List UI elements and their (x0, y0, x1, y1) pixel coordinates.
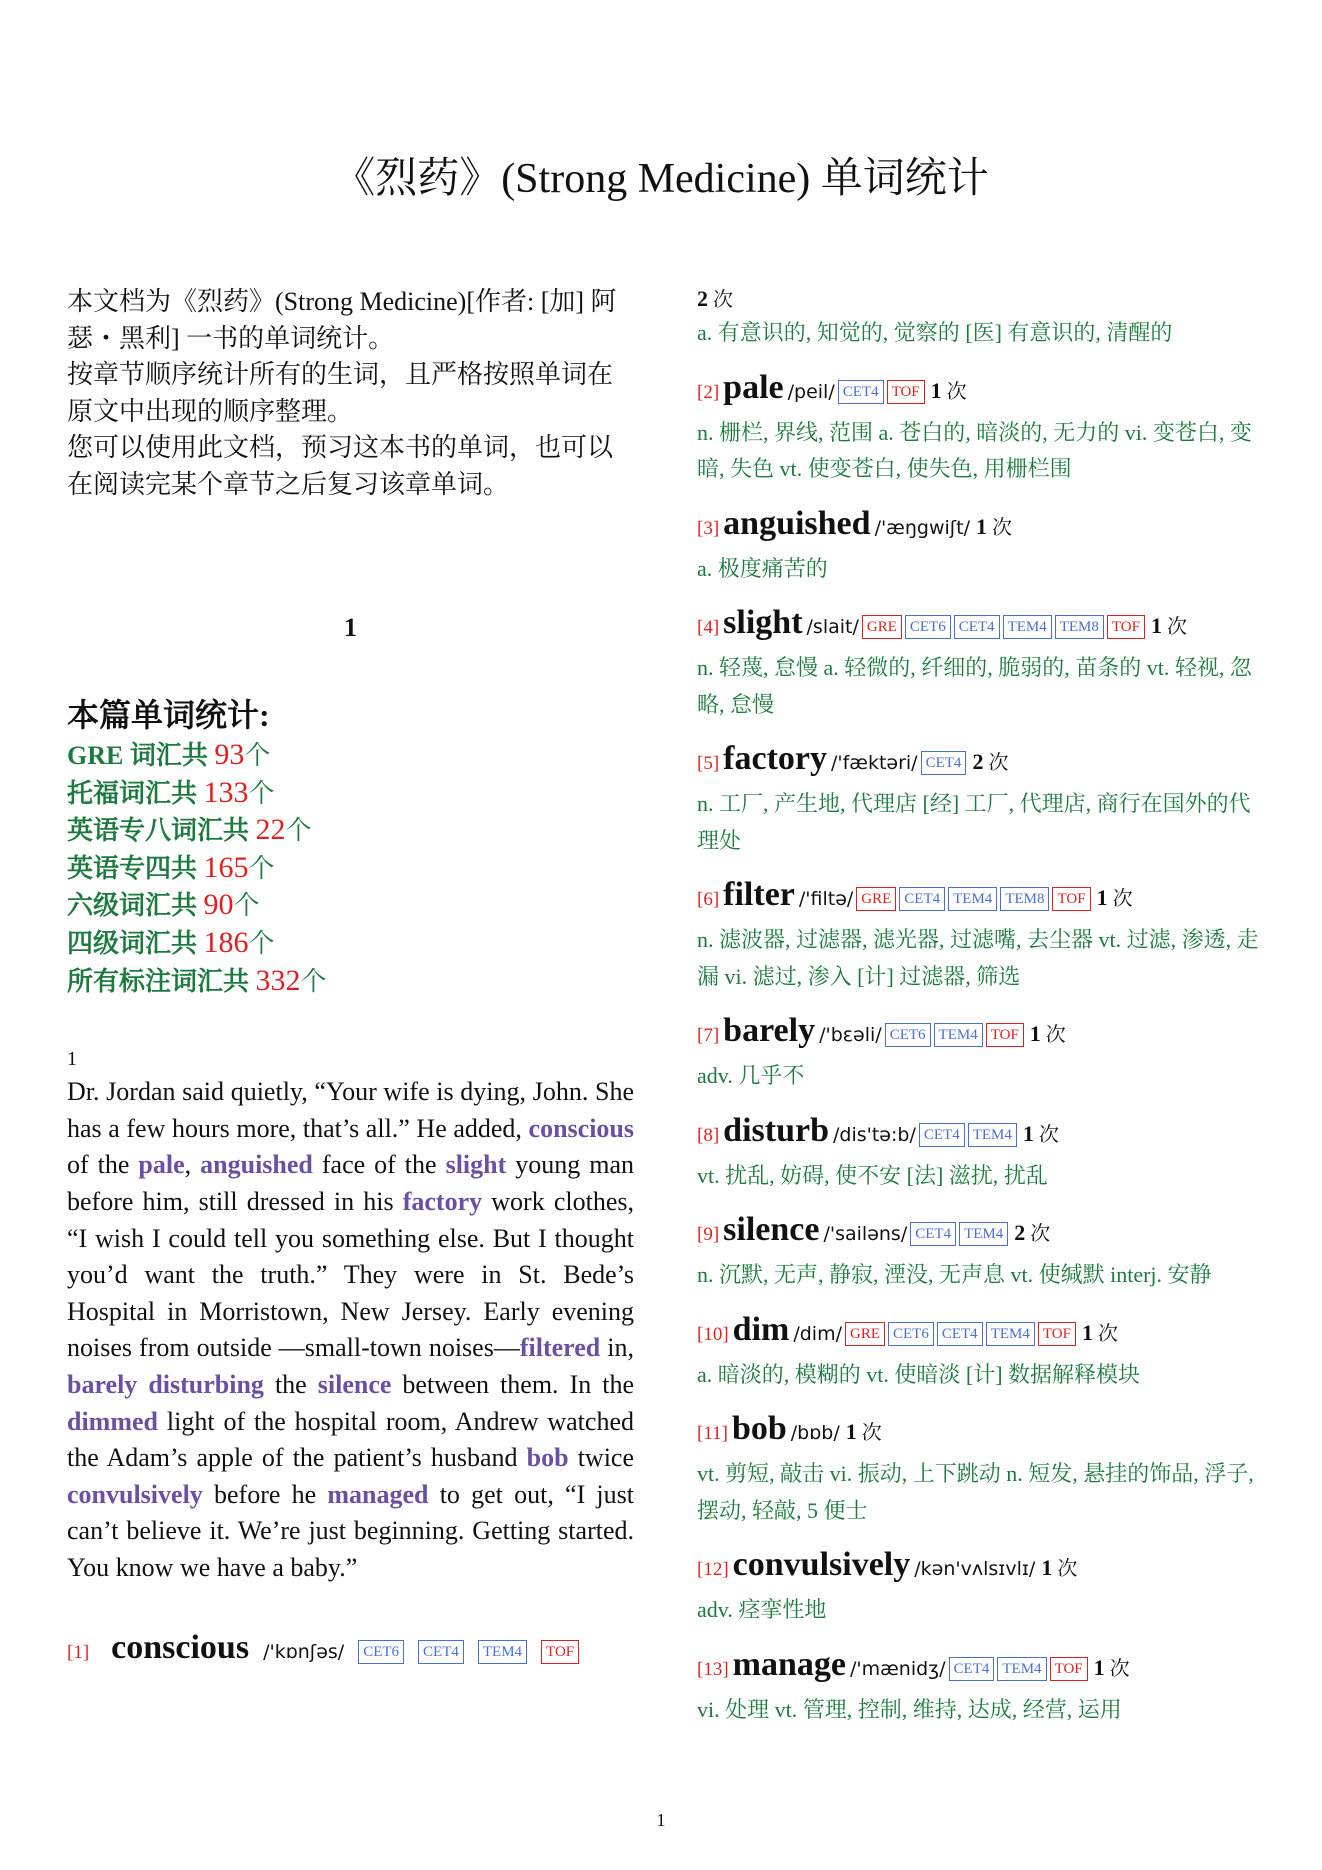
count-suffix: 次 (941, 380, 967, 403)
stat-unit: 个 (248, 853, 275, 883)
entry-phonetic: /dis'tə:b/ (832, 1123, 916, 1146)
exam-tag: TEM4 (478, 1640, 527, 1664)
exam-tag: TEM8 (1000, 887, 1049, 911)
vocab-entry (697, 502, 1267, 588)
entry-word: factory (723, 740, 827, 777)
entry-definition: vt. 剪短, 敲击 vi. 振动, 上下跳动 n. 短发, 悬挂的饰品, 浮子, 摆动, 轻敲, 5 便士 (697, 1461, 1254, 1523)
exam-tag: CET6 (888, 1322, 934, 1346)
exam-tag: GRE (856, 887, 896, 911)
entry-definition: a. 极度痛苦的 (697, 555, 828, 581)
highlighted-word: silence (317, 1369, 392, 1399)
stat-line (67, 925, 634, 963)
entry-definition: a. 有意识的, 知觉的, 觉察的 [医] 有意识的, 清醒的 (697, 320, 1173, 345)
entry-definition: n. 沉默, 无声, 静寂, 湮没, 无声息 vt. 使缄默 interj. 安静 (697, 1262, 1212, 1287)
vocab-entry (697, 1208, 1267, 1294)
entry-index: [4] (697, 617, 720, 638)
passage-segment: , (184, 1150, 201, 1180)
passage-segment: face of the (312, 1150, 446, 1180)
entry-head (697, 737, 1267, 786)
entry-count (1096, 885, 1133, 910)
stat-line (67, 850, 634, 888)
vocab-stats (67, 737, 634, 1000)
highlighted-word: disturbing (148, 1369, 264, 1399)
count-number: 1 (976, 513, 987, 539)
entry-index: [8] (697, 1124, 720, 1146)
exam-tag: TOF (1050, 1657, 1088, 1681)
exam-tag: CET4 (954, 615, 1000, 639)
stat-label: 英语专四共 (67, 853, 204, 883)
stats-title: 本篇单词统计: (67, 697, 270, 733)
exam-tag: TOF (887, 380, 925, 404)
entry-word: anguished (723, 504, 871, 542)
entry-count (1093, 1654, 1130, 1680)
page-number: 1 (656, 1810, 666, 1830)
passage-segment: young man before him, still dressed in his (67, 1150, 635, 1216)
count-suffix: 次 (1104, 1657, 1130, 1680)
vocab-entry (697, 366, 1267, 488)
entry-head (697, 1407, 1267, 1456)
vocab-entry (697, 601, 1267, 723)
stat-label: 托福词汇共 (67, 778, 204, 808)
exam-tag: TOF (1052, 887, 1090, 911)
entries-list (697, 284, 1267, 1728)
entry-head (697, 873, 1267, 922)
entry-phonetic: /bɒb/ (790, 1422, 840, 1444)
count-number: 1 (845, 1419, 857, 1444)
stat-line (67, 963, 634, 1001)
intro (67, 284, 634, 503)
count-number: 1 (1029, 1021, 1041, 1046)
stat-label: 所有标注词汇共 (67, 966, 256, 996)
exam-tag: CET4 (838, 380, 884, 404)
entry-count (976, 513, 1012, 539)
exam-tag: TEM4 (948, 887, 997, 911)
count-suffix: 次 (1107, 888, 1133, 910)
entry-word: barely (723, 1012, 816, 1049)
exam-tag: CET6 (358, 1640, 404, 1664)
exam-tag: CET6 (885, 1023, 931, 1047)
passage (67, 1074, 634, 1586)
entry-count (1081, 1319, 1118, 1345)
entry-count (1014, 1220, 1051, 1245)
count-suffix: 次 (708, 289, 733, 311)
entry-word: bob (731, 1410, 787, 1447)
exam-tag: TEM4 (968, 1123, 1017, 1147)
count-suffix: 次 (1040, 1024, 1066, 1046)
vocab-entry (697, 1643, 1267, 1729)
count-suffix: 次 (983, 752, 1009, 774)
vocab-entry-continued (697, 284, 1267, 352)
vocab-entry (67, 1626, 634, 1675)
exam-tag: CET4 (937, 1322, 983, 1346)
vocab-entry (697, 873, 1267, 995)
exam-tag: TEM4 (986, 1322, 1035, 1346)
stat-label: GRE 词汇共 (67, 741, 215, 770)
vocab-entry (697, 1109, 1267, 1195)
entry-count (845, 1419, 882, 1444)
entry-definition: vt. 扰乱, 妨碍, 使不安 [法] 滋扰, 扰乱 (697, 1162, 1048, 1188)
exam-tag: TEM4 (959, 1222, 1008, 1246)
entry-word: dim (732, 1310, 790, 1348)
entry-index: [12] (697, 1559, 729, 1580)
count-number: 1 (1096, 885, 1108, 910)
entry-head (697, 366, 1267, 415)
entry-definition: n. 轻蔑, 怠慢 a. 轻微的, 纤细的, 脆弱的, 苗条的 vt. 轻视, 忽略, 怠慢 (697, 655, 1252, 717)
passage-segment: Dr. Jordan said quietly, “Your wife is dying, John. She has a few hours more, that’s all.” He added, (67, 1077, 634, 1143)
chapter-heading: 1 (344, 613, 357, 642)
stat-label: 四级词汇共 (67, 928, 204, 958)
entry-index: [5] (697, 753, 720, 774)
entry-phonetic: /peil/ (787, 380, 835, 403)
entry-definition: adv. 几乎不 (697, 1063, 805, 1088)
count-number: 1 (1041, 1555, 1053, 1580)
exam-tag: TOF (986, 1023, 1024, 1047)
exam-tag: TEM4 (1003, 615, 1052, 639)
count-suffix: 次 (1025, 1223, 1051, 1245)
entry-index: [6] (697, 889, 720, 910)
exam-tag: GRE (862, 615, 902, 639)
count-number: 1 (1081, 1319, 1093, 1345)
entry-head (697, 1009, 1267, 1058)
count-suffix: 次 (987, 516, 1012, 539)
intro-line: 按章节顺序统计所有的生词，且严格按照单词在原文中出现的顺序整理。 (67, 360, 614, 426)
entry-word: conscious (111, 1629, 250, 1667)
exam-tag: CET4 (919, 1123, 965, 1147)
entry-phonetic: /'mænidʒ/ (849, 1657, 946, 1680)
entry-phonetic: /'bεəli/ (819, 1024, 882, 1046)
passage-text (67, 1074, 634, 1586)
entry-index: [3] (697, 517, 720, 539)
entry-head (697, 601, 1267, 650)
entry-phonetic: /'filtə/ (798, 888, 854, 910)
entry-count (697, 286, 733, 311)
entry-word: filter (723, 876, 795, 913)
entry-count (1029, 1021, 1066, 1046)
entry-head (67, 1626, 634, 1675)
entry-index: [11] (697, 1423, 728, 1444)
entry-definition: n. 工厂, 产生地, 代理店 [经] 工厂, 代理店, 商行在国外的代理处 (697, 791, 1251, 853)
exam-tag: TEM4 (997, 1657, 1046, 1681)
highlighted-word: managed (327, 1479, 429, 1509)
entry-word: manage (732, 1645, 846, 1683)
entry-head (697, 1643, 1267, 1692)
entry-head (697, 1208, 1267, 1257)
exam-tag: CET4 (910, 1222, 956, 1246)
count-suffix: 次 (856, 1422, 882, 1444)
stat-line (67, 737, 634, 775)
exam-tag: CET4 (418, 1640, 464, 1664)
stat-count: 165 (203, 850, 249, 884)
entry-index: [2] (697, 381, 720, 403)
exam-tag: CET6 (905, 615, 951, 639)
stat-line (67, 887, 634, 925)
entry-definition: n. 栅栏, 界线, 范围 a. 苍白的, 暗淡的, 无力的 vi. 变苍白, 变暗, 失色 vt. 使变苍白, 使失色, 用栅栏围 (697, 419, 1252, 481)
vocab-entry (697, 737, 1267, 859)
entry-word: slight (723, 604, 803, 641)
count-number: 1 (930, 377, 942, 403)
stat-count: 332 (255, 963, 301, 997)
entry-word: disturb (723, 1111, 829, 1149)
entry-count (1041, 1555, 1078, 1580)
entry-phonetic: /'æŋgwiʃt/ (874, 516, 970, 539)
stat-count: 133 (203, 775, 249, 809)
highlighted-word: dimmed (67, 1406, 158, 1436)
count-number: 1 (1150, 613, 1162, 638)
passage-segment (137, 1370, 148, 1399)
passage-segment: light of the hospital room, Andrew watched the Adam’s apple of the patient’s husband (67, 1406, 634, 1473)
right-column (697, 284, 1267, 1742)
stat-unit: 个 (248, 928, 275, 958)
stat-label: 英语专八词汇共 (67, 816, 256, 846)
count-number: 2 (1014, 1220, 1026, 1245)
stat-unit: 个 (285, 816, 312, 846)
highlighted-word: bob (526, 1443, 569, 1473)
passage-segment: twice (568, 1443, 635, 1473)
entry-count (1150, 613, 1187, 638)
entry-phonetic: /'sailəns/ (823, 1223, 908, 1245)
entry-head (697, 1543, 1267, 1592)
stat-unit: 个 (248, 778, 275, 808)
exam-tag: CET4 (899, 887, 945, 911)
stat-line (67, 812, 634, 850)
count-number: 2 (972, 749, 984, 774)
entry-phonetic: /'kɒnʃəs/ (263, 1641, 345, 1664)
exam-tag: GRE (845, 1322, 885, 1346)
count-suffix: 次 (1161, 616, 1187, 638)
highlighted-word: anguished (200, 1150, 313, 1180)
entry-phonetic: /dim/ (793, 1322, 842, 1345)
exam-tag: CET4 (921, 751, 967, 775)
entry-count (930, 377, 967, 403)
entry-head (697, 1308, 1267, 1357)
exam-tag: TOF (541, 1640, 579, 1664)
entry-index: [9] (697, 1224, 720, 1245)
passage-segment: to get out, “I just can’t believe it. We’re just beginning. Getting started. You know we have a baby.” (67, 1479, 634, 1582)
entry-head (697, 1109, 1267, 1158)
highlighted-word: conscious (528, 1113, 634, 1143)
exam-tag: TOF (1038, 1322, 1076, 1346)
stat-unit: 个 (233, 891, 260, 921)
vocab-entry (697, 1407, 1267, 1529)
vocab-entry (697, 1543, 1267, 1629)
stat-count: 90 (203, 888, 234, 922)
exam-tag: TEM4 (934, 1023, 983, 1047)
entry-count-line (697, 284, 1267, 315)
first-entry-slot (67, 1626, 634, 1675)
passage-segment: the (263, 1369, 318, 1399)
exam-tag: TEM8 (1055, 615, 1104, 639)
entry-definition: adv. 痉挛性地 (697, 1597, 827, 1622)
stat-label: 六级词汇共 (67, 891, 204, 921)
entry-count (972, 749, 1009, 774)
entry-head (697, 502, 1267, 551)
entry-definition: vi. 处理 vt. 管理, 控制, 维持, 达成, 经营, 运用 (697, 1696, 1122, 1722)
left-column (67, 284, 634, 1675)
entry-index: [10] (697, 1323, 729, 1345)
count-suffix: 次 (1052, 1558, 1078, 1580)
entry-definition: a. 暗淡的, 模糊的 vt. 使暗淡 [计] 数据解释模块 (697, 1361, 1141, 1387)
highlighted-word: filtered (519, 1333, 601, 1363)
stat-count: 186 (203, 925, 249, 959)
entry-definition: n. 滤波器, 过滤器, 滤光器, 过滤嘴, 去尘器 vt. 过滤, 渗透, 走漏 vi. 滤过, 渗入 [计] 过滤器, 筛选 (697, 927, 1259, 989)
intro-line: 本文档为《烈药》(Strong Medicine)[作者: [加] 阿瑟・黑利] 一书的单词统计。 (67, 287, 617, 353)
highlighted-word: convulsively (67, 1479, 203, 1509)
entry-phonetic: /kən'vʌlsɪvlɪ/ (914, 1558, 1036, 1580)
entry-count (1022, 1120, 1059, 1146)
count-suffix: 次 (1092, 1322, 1118, 1345)
exam-tag: TOF (1107, 615, 1145, 639)
stat-unit: 个 (244, 741, 271, 770)
count-number: 1 (1022, 1120, 1034, 1146)
entry-index: [13] (697, 1658, 729, 1680)
entry-index: [1] (67, 1642, 90, 1664)
entry-word: silence (723, 1211, 820, 1248)
passage-segment: before he (202, 1479, 328, 1509)
passage-segment: in, (600, 1333, 634, 1363)
passage-segment: between them. In the (391, 1369, 635, 1399)
passage-segment: work clothes, “I wish I could tell you something else. But I thought you’d want the truth.” They were in St. Bede’s Hospital in Morristown, New Jersey. Early evening noises from outside —small-town noises— (67, 1186, 634, 1363)
count-number: 1 (1093, 1654, 1105, 1680)
highlighted-word: pale (138, 1150, 185, 1180)
count-number: 2 (697, 286, 708, 311)
highlighted-word: slight (445, 1150, 507, 1180)
paragraph-number: 1 (67, 1048, 77, 1071)
page-title: 《烈药》(Strong Medicine) 单词统计 (333, 156, 989, 202)
stat-count: 22 (255, 813, 286, 847)
intro-line: 您可以使用此文档，预习这本书的单词，也可以在阅读完某个章节之后复习该章单词。 (67, 433, 614, 499)
entry-word: convulsively (732, 1546, 911, 1583)
highlighted-word: barely (67, 1369, 138, 1399)
stat-count: 93 (214, 738, 245, 771)
count-suffix: 次 (1033, 1123, 1059, 1146)
exam-tag: CET4 (949, 1657, 995, 1681)
entry-word: pale (723, 368, 784, 406)
vocab-entry (697, 1009, 1267, 1095)
entry-phonetic: /slait/ (806, 616, 859, 638)
highlighted-word: factory (402, 1186, 483, 1216)
entry-phonetic: /'fæktəri/ (830, 752, 918, 774)
vocab-entry (697, 1308, 1267, 1394)
passage-segment: of the (67, 1150, 139, 1180)
entry-index: [7] (697, 1025, 720, 1046)
stat-unit: 个 (300, 966, 327, 996)
stat-line (67, 775, 634, 813)
